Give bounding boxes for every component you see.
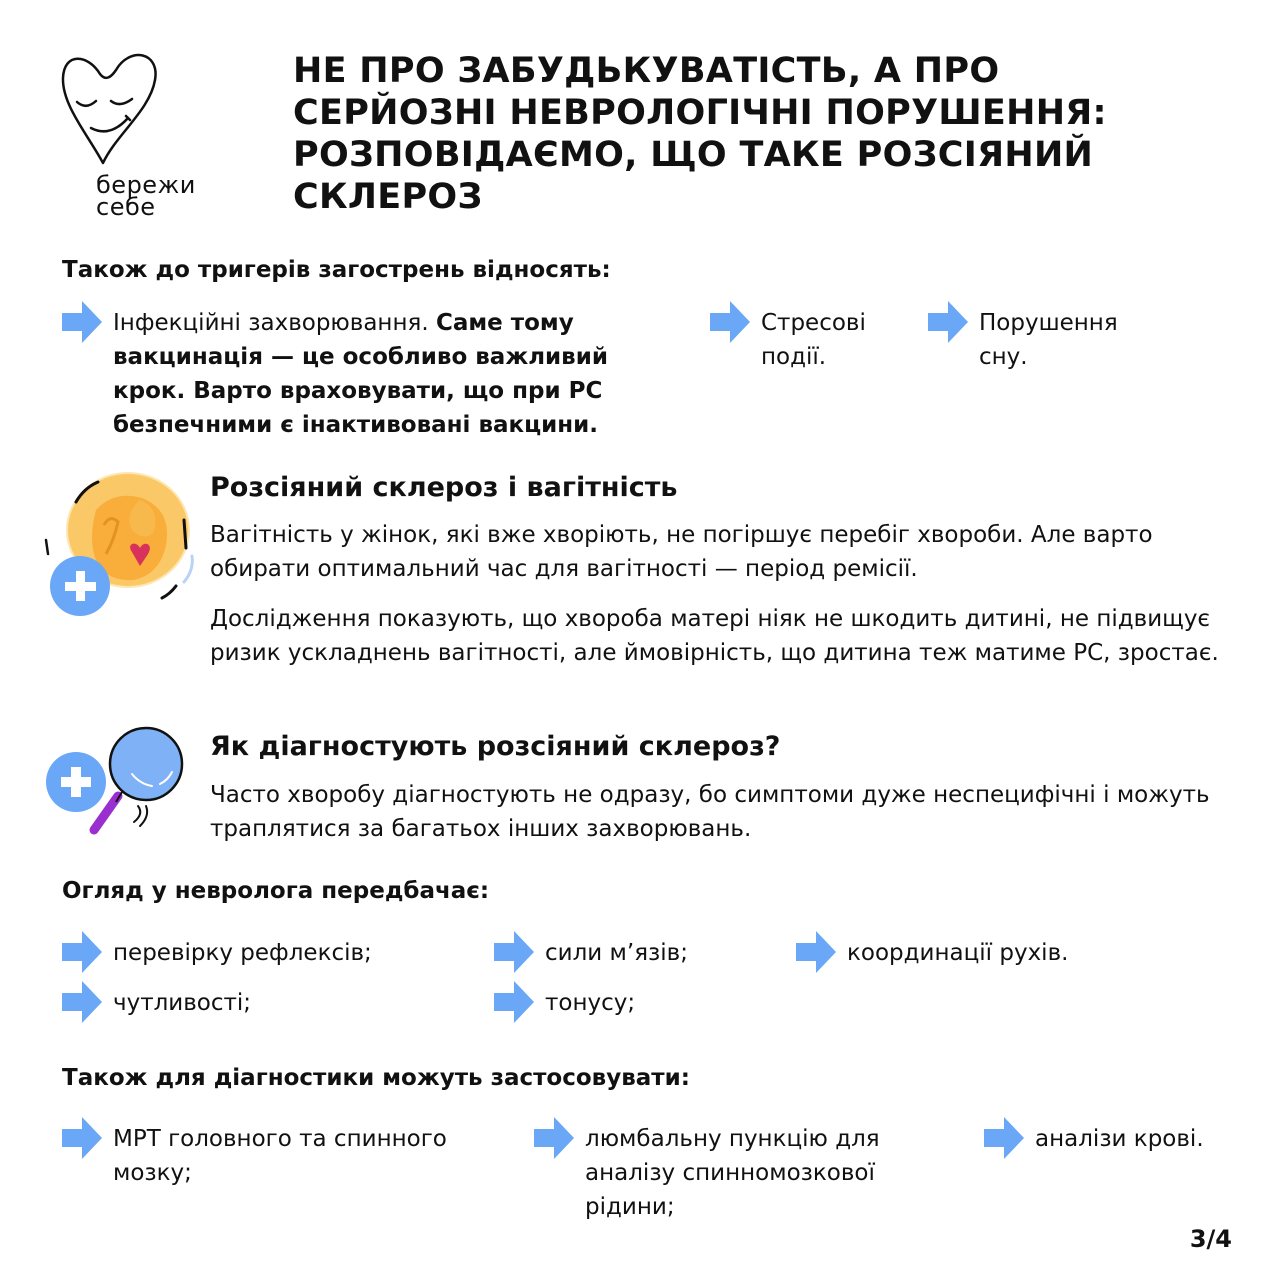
diagnosis-title: Як діагностують розсіяний склероз?: [210, 731, 781, 762]
trigger-item-infections: [60, 306, 680, 442]
arrow-right-icon: [532, 1115, 576, 1161]
pregnancy-paragraph-2: Дослідження показують, що хвороба матері ніяк не шкодить дитині, не підвищує ризик ускладнень вагітності, але ймовірність, що дитина теж матиме РС, зростає.: [210, 606, 1219, 666]
trigger-item-stress: [708, 306, 908, 374]
page-title: НЕ ПРО ЗАБУДЬКУВАТІСТЬ, А ПРО СЕРЙОЗНІ НЕВРОЛОГІЧНІ ПОРУШЕННЯ: РОЗПОВІДАЄМО, ЩО ТАКЕ РОЗСІЯНИЙ СКЛЕРОЗ: [293, 51, 1107, 217]
neuro-exam-item: сили м’язів;: [492, 936, 688, 975]
diagnostics-item: МРТ головного та спинного мозку;: [60, 1122, 520, 1190]
trigger-item-sleep: [926, 306, 1166, 374]
diagnostics-heading: Також для діагностики можуть застосовувати:: [62, 1065, 690, 1091]
magnifier-icon: [44, 722, 189, 842]
arrow-right-icon: [60, 1115, 104, 1161]
arrow-right-icon: [60, 299, 104, 345]
trigger-text: Інфекційні захворювання. Саме тому вакцинація — це особливо важливий крок. Варто враховувати, що при РС безпечними є інактивовані вакцини.: [113, 310, 608, 438]
brand-logo: [58, 50, 208, 220]
arrow-right-icon: [708, 299, 752, 345]
arrow-right-icon: [926, 299, 970, 345]
arrow-right-icon: [982, 1115, 1026, 1161]
brand-name-line2: себе: [96, 193, 156, 221]
trigger-text: Стресові події.: [761, 310, 866, 370]
page-indicator: 3/4: [1189, 1225, 1232, 1253]
neuro-exam-item: чутливості;: [60, 986, 251, 1025]
arrow-right-icon: [492, 929, 536, 975]
pregnancy-paragraph-1: Вагітність у жінок, які вже хворіють, не погіршує перебіг хвороби. Але варто обирати оптимальний час для вагітності — період ремісії.: [210, 522, 1153, 582]
arrow-right-icon: [60, 979, 104, 1025]
neuro-exam-item: перевірку рефлексів;: [60, 936, 372, 975]
brand-name-line1: бережи: [96, 171, 196, 199]
arrow-right-icon: [492, 979, 536, 1025]
embryo-icon: [44, 470, 204, 620]
smiling-heart-icon: [58, 50, 168, 175]
neuro-exam-item: тонусу;: [492, 986, 635, 1025]
pregnancy-title: Розсіяний склероз і вагітність: [210, 472, 678, 503]
brand-name: [96, 171, 196, 221]
trigger-text: Порушення сну.: [979, 310, 1118, 370]
arrow-right-icon: [60, 929, 104, 975]
neuro-exam-item: координації рухів.: [794, 936, 1068, 975]
triggers-heading: Також до тригерів загострень відносять:: [62, 257, 611, 283]
arrow-right-icon: [794, 929, 838, 975]
diagnostics-item: люмбальну пункцію для аналізу спинномозкової рідини;: [532, 1122, 952, 1224]
neuro-exam-heading: Огляд у невролога передбачає:: [62, 878, 490, 904]
diagnostics-item: аналізи крові.: [982, 1122, 1242, 1161]
diagnosis-paragraph: Часто хворобу діагностують не одразу, бо симптоми дуже неспецифічні і можуть траплятися за багатьох інших захворювань.: [210, 782, 1210, 842]
